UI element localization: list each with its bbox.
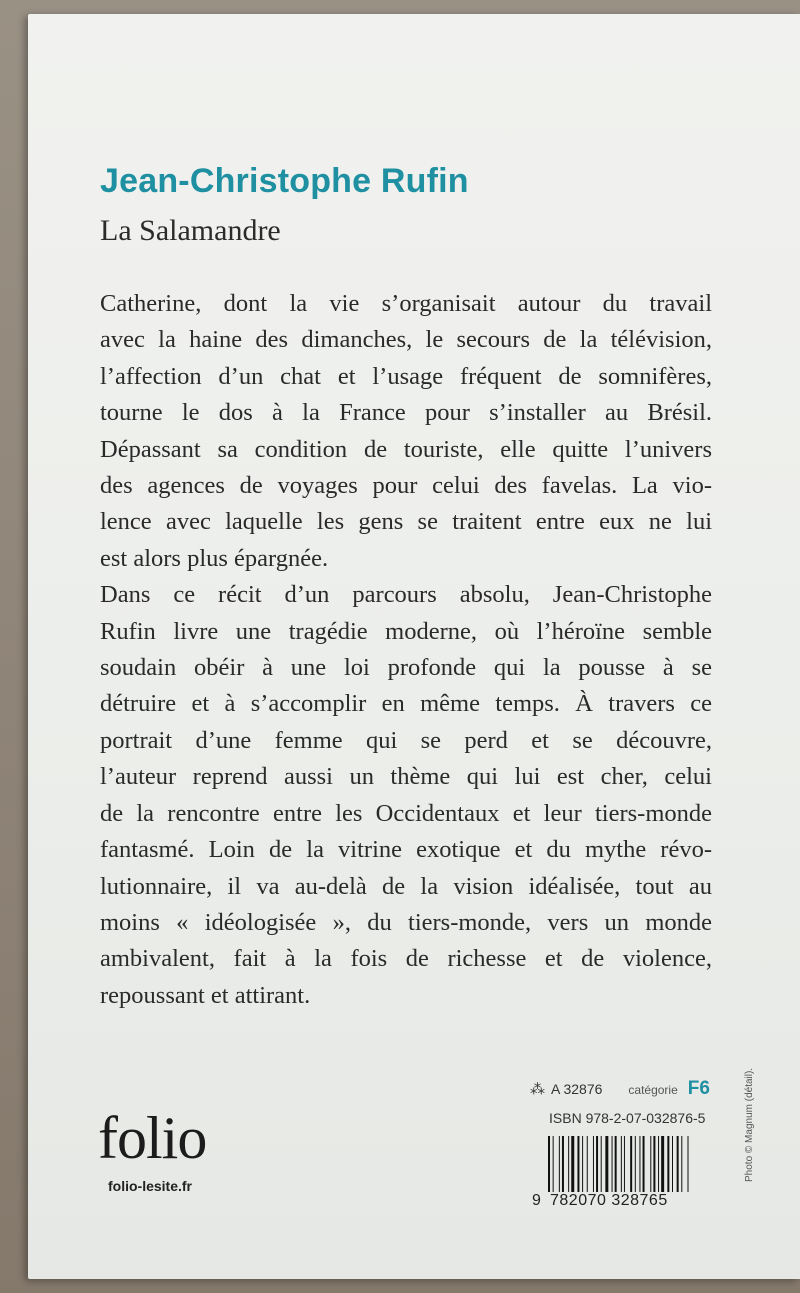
blurb-line: avec la haine des dimanches, le secours de la télévision, [100, 326, 712, 354]
barcode-bar [688, 1136, 689, 1192]
photo-credit: Photo © Magnum (détail). [744, 1067, 755, 1182]
author-name: Jean-Christophe Rufin [100, 162, 469, 200]
blurb-line: Dans ce récit d’un parcours absolu, Jean-Christophe [100, 581, 712, 609]
barcode-first-digit: 9 [532, 1192, 542, 1209]
blurb-line: portrait d’une femme qui se perd et se découvre, [100, 726, 712, 754]
blurb-line: moins « idéologisée », du tiers-monde, vers un monde [100, 908, 712, 936]
barcode-bar [568, 1136, 569, 1192]
blurb-line: l’auteur reprend aussi un thème qui lui est cher, celui [100, 763, 712, 791]
blurb-line: ambivalent, fait à la fois de richesse et de violence, [100, 945, 712, 973]
category-code: F6 [687, 1078, 710, 1099]
barcode-bar [677, 1136, 679, 1192]
blurb-line: Dépassant sa condition de touriste, elle quitte l’univers [100, 435, 712, 463]
barcode-bar [593, 1136, 594, 1192]
barcode-bar [571, 1136, 574, 1192]
barcode-bar [596, 1136, 598, 1192]
blurb-line: lutionnaire, il va au-delà de la vision idéalisée, tout au [100, 872, 712, 900]
catalog-info [530, 1078, 710, 1100]
barcode-bar [639, 1136, 640, 1192]
barcode-bar [577, 1136, 579, 1192]
barcode-bar [612, 1136, 613, 1192]
blurb-line: de la rencontre entre les Occidentaux et leur tiers-monde [100, 799, 712, 827]
barcode-bar [601, 1136, 602, 1192]
gallimard-emblem-icon: ⁂ [530, 1081, 545, 1098]
blurb-line: lence avec laquelle les gens se traitent entre eux ne lui [100, 508, 712, 536]
blurb-line: l’affection d’un chat et l’usage fréquent de somnifères, [100, 362, 712, 390]
barcode-bar [615, 1136, 617, 1192]
barcode-bar [559, 1136, 560, 1192]
barcode-bar [553, 1136, 554, 1192]
blurb-line: est alors plus épargnée. [100, 544, 329, 572]
blurb-line: des agences de voyages pour celui des favelas. La vio- [100, 472, 712, 500]
catalog-number: A 32876 [551, 1081, 603, 1097]
blurb-line: fantasmé. Loin de la vitrine exotique et du mythe révo- [100, 836, 712, 864]
barcode-bar [548, 1136, 550, 1192]
barcode-bar [582, 1136, 583, 1192]
isbn-text: ISBN 978-2-07-032876-5 [549, 1110, 706, 1126]
barcode-bar [630, 1136, 632, 1192]
barcode-bar [658, 1136, 659, 1192]
barcode-bar [587, 1136, 588, 1192]
barcode-bar [635, 1136, 636, 1192]
barcode-bar [661, 1136, 664, 1192]
publisher-website: folio-lesite.fr [108, 1178, 193, 1194]
barcode-bar [667, 1136, 669, 1192]
blurb-line: Catherine, dont la vie s’organisait autour du travail [100, 290, 712, 317]
blurb-line: tourne le dos à la France pour s’installer au Brésil. [100, 399, 712, 427]
barcode-bar [643, 1136, 645, 1192]
barcode-bar [650, 1136, 651, 1192]
blurb-line: Rufin livre une tragédie moderne, où l’héroïne semble [100, 617, 712, 645]
book-title: La Salamandre [100, 214, 281, 247]
barcode-digits: 782070 328765 [550, 1192, 668, 1209]
barcode-bar [621, 1136, 622, 1192]
barcode-bar [562, 1136, 564, 1192]
category-label: catégorie [628, 1083, 678, 1097]
blurb-line: soudain obéir à une loi profonde qui la pousse à se [100, 654, 712, 682]
blurb-line: détruire et à s’accomplir en même temps. À travers ce [100, 690, 712, 718]
barcode-bar [653, 1136, 655, 1192]
blurb-text [100, 286, 712, 1014]
blurb-line: repoussant et attirant. [100, 981, 311, 1009]
barcode-bar [681, 1136, 682, 1192]
barcode-bar [672, 1136, 673, 1192]
barcode-image [548, 1136, 710, 1192]
folio-logo: folio [98, 1105, 207, 1171]
barcode-bar [624, 1136, 625, 1192]
barcode-number [532, 1192, 716, 1210]
barcode-bar [605, 1136, 608, 1192]
